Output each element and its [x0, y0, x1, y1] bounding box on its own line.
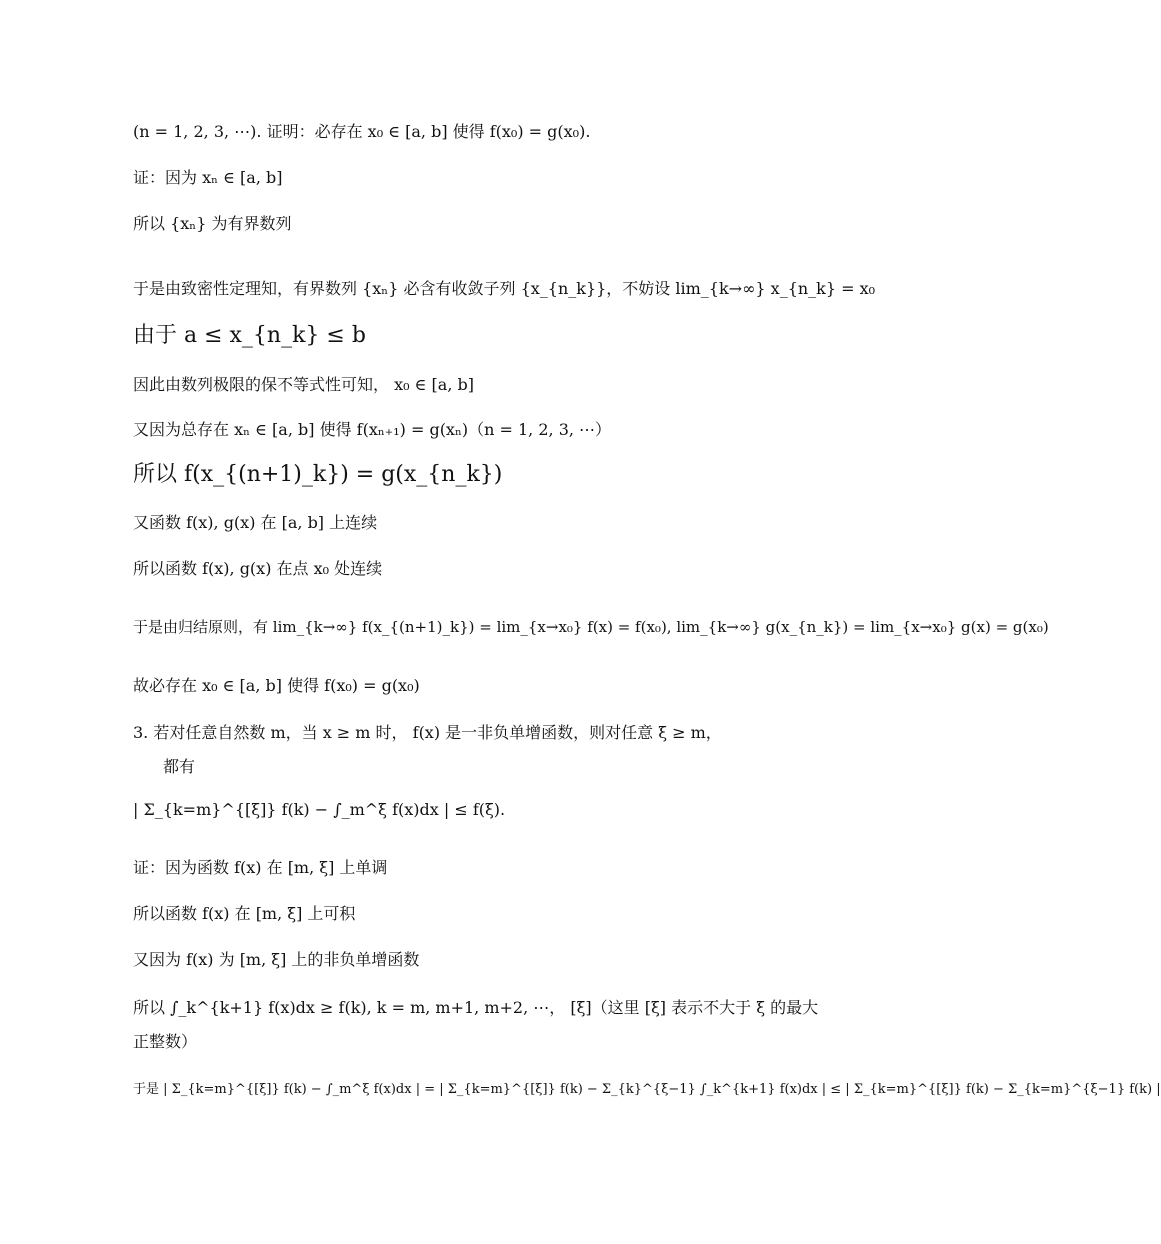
text-line-10: 所以函数 f(x), g(x) 在点 x₀ 处连续	[133, 559, 383, 578]
text-line-5: 由于 a ≤ x_{n_k} ≤ b	[133, 323, 366, 348]
formula-line-1: | Σ_{k=m}^{[ξ]} f(k) − ∫_m^ξ f(x)dx | ≤ f(ξ).	[133, 800, 506, 819]
text-line-12: 故必存在 x₀ ∈ [a, b] 使得 f(x₀) = g(x₀)	[133, 676, 420, 695]
text-line-11: 于是由归结原则，有 lim_{k→∞} f(x_{(n+1)_k}) = lim_{x→x₀} f(x) = f(x₀), lim_{k→∞} g(x_{n_k}) = lim_{x→x₀} g(x) = g(x₀)	[133, 618, 1049, 636]
text-line-17: 所以函数 f(x) 在 [m, ξ] 上可积	[133, 904, 356, 923]
text-line-13: 3. 若对任意自然数 m，当 x ≥ m 时， f(x) 是一非负单增函数，则对任意 ξ ≥ m，	[133, 723, 722, 742]
formula-line-2: 于是 | Σ_{k=m}^{[ξ]} f(k) − ∫_m^ξ f(x)dx | = | Σ_{k=m}^{[ξ]} f(k) − Σ_{k}^{ξ−1} ∫_k^{k+1} f(x)dx | ≤ | Σ_{k=m}^{[ξ]} f(k) − Σ_{k=m}^{ξ−1} f(k) |	[133, 1082, 1161, 1097]
text-line-4: 于是由致密性定理知，有界数列 {xₙ} 必含有收敛子列 {x_{n_k}}，不妨设 lim_{k→∞} x_{n_k} = x₀	[133, 279, 876, 298]
text-line-6: 因此由数列极限的保不等式性可知， x₀ ∈ [a, b]	[133, 375, 474, 394]
text-line-20: 正整数）	[133, 1032, 198, 1051]
text-line-7: 又因为总存在 xₙ ∈ [a, b] 使得 f(xₙ₊₁) = g(xₙ)（n = 1, 2, 3, ⋯）	[133, 420, 612, 439]
text-line-3: 所以 {xₙ} 为有界数列	[133, 214, 292, 233]
text-line-19: 所以 ∫_k^{k+1} f(x)dx ≥ f(k), k = m, m+1, m+2, ⋯， [ξ]（这里 [ξ] 表示不大于 ξ 的最大	[133, 998, 819, 1017]
text-line-9: 又函数 f(x), g(x) 在 [a, b] 上连续	[133, 513, 378, 532]
text-line-8: 所以 f(x_{(n+1)_k}) = g(x_{n_k})	[133, 462, 503, 487]
text-line-14: 都有	[163, 757, 196, 776]
text-line-1: (n = 1, 2, 3, ⋯). 证明：必存在 x₀ ∈ [a, b] 使得 f(x₀) = g(x₀).	[133, 122, 591, 141]
text-line-2: 证：因为 xₙ ∈ [a, b]	[133, 168, 283, 187]
text-line-16: 证：因为函数 f(x) 在 [m, ξ] 上单调	[133, 858, 388, 877]
text-line-18: 又因为 f(x) 为 [m, ξ] 上的非负单增函数	[133, 950, 420, 969]
